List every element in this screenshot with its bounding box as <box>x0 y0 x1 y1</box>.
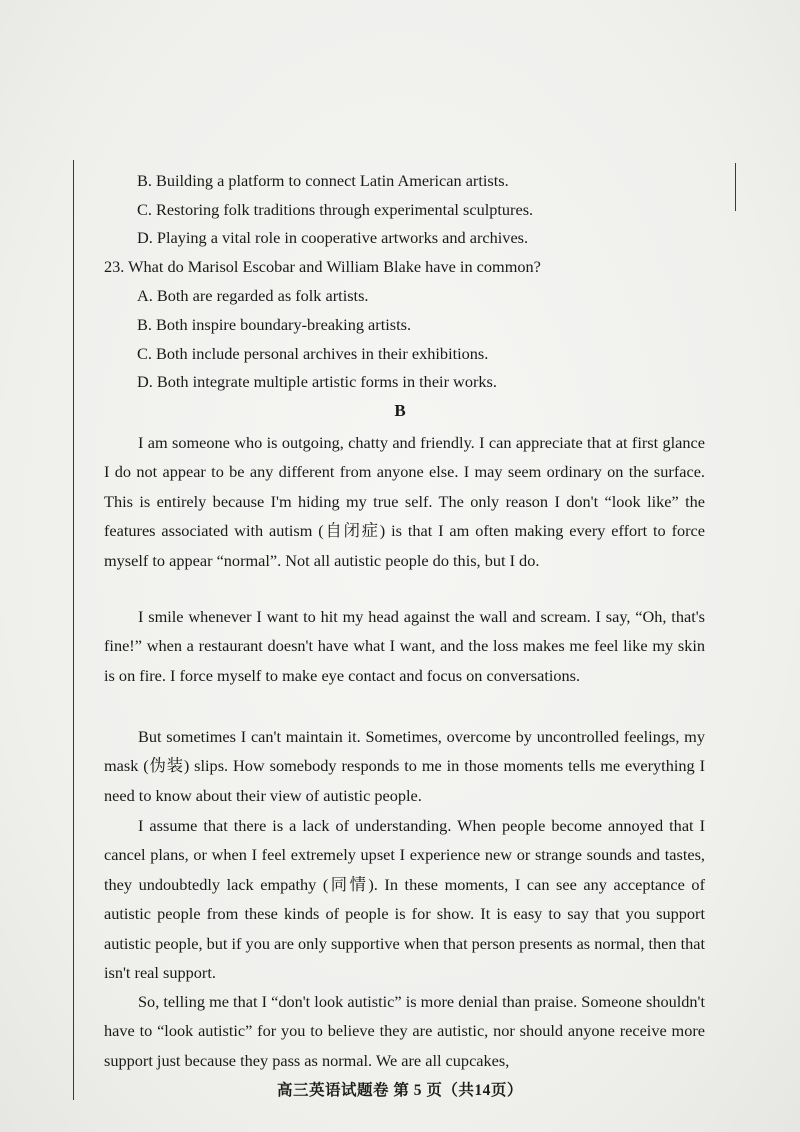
section-title: B <box>394 401 406 420</box>
passage-paragraph-4: I assume that there is a lack of understanding. When people become annoyed that I cancel plans, or when I feel extremely upset I experience new or strange sounds and tastes, they undoubtedly lack empathy (同情). In these moments, I can see any acceptance of autistic people from these kinds of people is for show. It is easy to say that you support autistic people, but if you are only supportive when that person presents as normal, then that isn't real support. <box>104 816 705 983</box>
page-footer: 高三英语试题卷 第 5 页（共14页） <box>277 1082 523 1099</box>
q23-option-b: B. Both inspire boundary-breaking artists. <box>137 315 412 334</box>
q23-question: 23. What do Marisol Escobar and William Blake have in common? <box>104 257 541 276</box>
passage-paragraph-2: I smile whenever I want to hit my head against the wall and scream. I say, “Oh, that's fine!” when a restaurant doesn't have what I want, and the loss makes me feel like my skin is on fire. I force myself to make eye contact and focus on conversations. <box>104 607 705 685</box>
q22-option-c: C. Restoring folk traditions through experimental sculptures. <box>137 200 534 219</box>
q22-option-b: B. Building a platform to connect Latin American artists. <box>137 171 509 190</box>
q22-option-d: D. Playing a vital role in cooperative artworks and archives. <box>137 228 529 247</box>
q23-option-a: A. Both are regarded as folk artists. <box>137 286 369 305</box>
q23-option-d: D. Both integrate multiple artistic forms in their works. <box>137 372 497 391</box>
q23-option-c: C. Both include personal archives in their exhibitions. <box>137 344 489 363</box>
passage-paragraph-1: I am someone who is outgoing, chatty and friendly. I can appreciate that at first glance I do not appear to be any different from anyone else. I may seem ordinary on the surface. This is entirely because I'm hiding my true self. The only reason I don't “look like” the features associated with autism (自闭症) is that I am often making every effort to force myself to appear “normal”. Not all autistic people do this, but I do. <box>104 433 705 570</box>
left-margin-rule <box>73 160 74 1100</box>
passage-paragraph-3: But sometimes I can't maintain it. Sometimes, overcome by uncontrolled feelings, my mask (伪装) slips. How somebody responds to me in those moments tells me everything I need to know about their view of autistic people. <box>104 727 705 805</box>
passage-paragraph-5: So, telling me that I “don't look autistic” is more denial than praise. Someone shouldn't have to “look autistic” for you to believe they are autistic, nor should anyone receive more support just because they pass as normal. We are all cupcakes, <box>104 992 705 1070</box>
right-margin-rule <box>735 163 736 211</box>
